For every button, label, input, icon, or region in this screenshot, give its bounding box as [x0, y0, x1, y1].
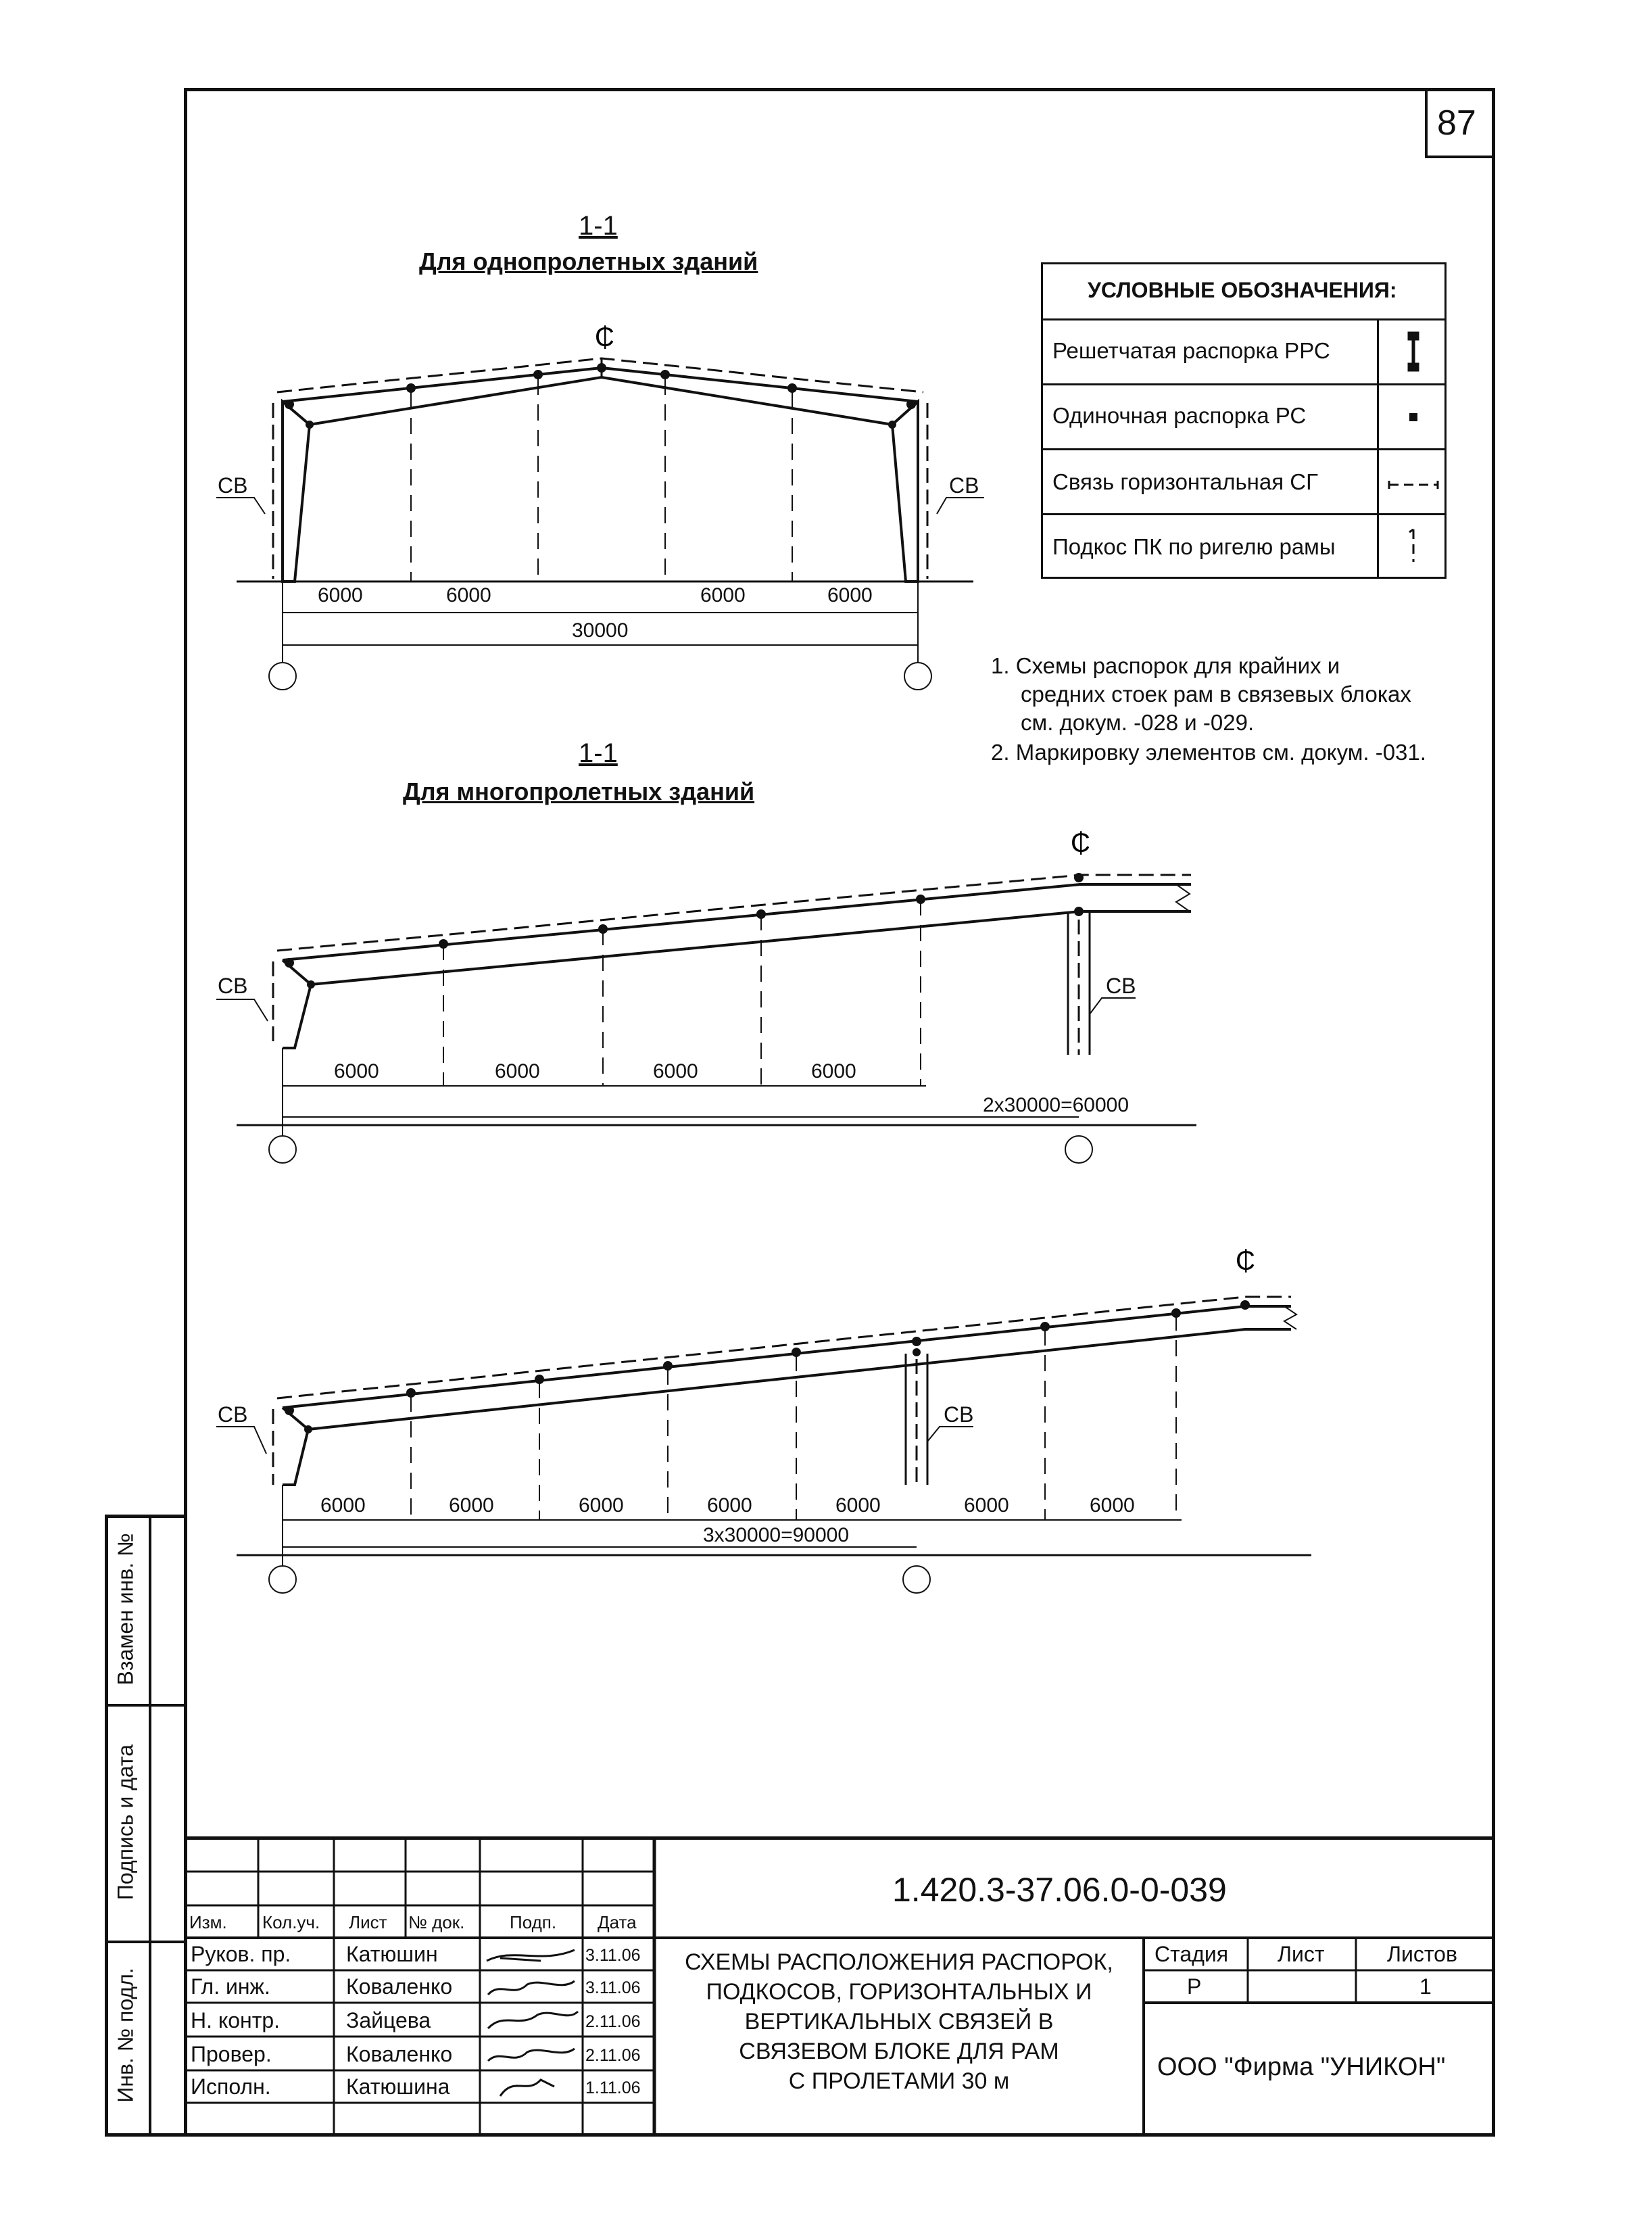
legend-icons — [1043, 264, 1449, 581]
d3-span-1: 6000 — [320, 1494, 366, 1517]
sheet-title-line-5: С ПРОЛЕТАМИ 30 м — [788, 2068, 1010, 2094]
side-stamp-divider-v — [149, 1515, 151, 2137]
tb-role-1: Руков. пр. — [191, 1942, 291, 1966]
d1-sv-right: СВ — [949, 473, 979, 498]
d2-total: 2x30000=60000 — [983, 1094, 1129, 1116]
tb-name-2: Коваленко — [346, 1974, 453, 1999]
sheet-title-line-3: ВЕРТИКАЛЬНЫХ СВЯЗЕЙ В — [744, 2009, 1054, 2035]
d1-span-4: 6000 — [827, 584, 873, 606]
section2-title: Для многопролетных зданий — [403, 778, 755, 805]
d3-sv-right: СВ — [944, 1402, 974, 1427]
stage-value: Р — [1187, 1974, 1202, 1999]
stage-label: Стадия — [1155, 1942, 1229, 1966]
sheet-title-line-1: СХЕМЫ РАСПОЛОЖЕНИЯ РАСПОРОК, — [685, 1949, 1113, 1975]
knee-brace-dash-icon — [1409, 529, 1413, 562]
tb-date-5: 1.11.06 — [585, 2078, 641, 2097]
d3-span-7: 6000 — [1090, 1494, 1135, 1517]
company-name: ООО "Фирма "УНИКОН" — [1157, 2053, 1446, 2081]
sheets-value: 1 — [1419, 1974, 1432, 1999]
note-2: 2. Маркировку элементов см. докум. -031. — [991, 740, 1426, 765]
tb-h-list: Лист — [349, 1912, 387, 1932]
d1-total: 30000 — [572, 619, 629, 642]
side-stamp-divider-h1 — [105, 1704, 187, 1707]
tb-name-5: Катюшина — [346, 2074, 450, 2099]
tb-date-2: 3.11.06 — [585, 1978, 641, 1997]
d1-span-1: 6000 — [318, 584, 363, 606]
sheets-label: Листов — [1387, 1942, 1457, 1966]
tb-date-3: 2.11.06 — [585, 2012, 641, 2031]
section2-mark: 1-1 — [579, 738, 618, 768]
svg-text:₵: ₵ — [1236, 1246, 1255, 1276]
single-strut-dot-icon — [1409, 413, 1417, 421]
d2-sv-right: СВ — [1106, 974, 1136, 998]
tb-h-podp: Подп. — [510, 1912, 557, 1932]
legend-label-single-strut: Одиночная распорка РС — [1052, 403, 1307, 428]
sheet-title — [657, 1947, 1141, 2096]
tb-date-1: 3.11.06 — [585, 1946, 641, 1965]
sheet-number: 87 — [1437, 103, 1476, 143]
d3-sv-left: СВ — [218, 1402, 248, 1427]
tb-role-4: Провер. — [191, 2042, 272, 2066]
note-1-line-3: см. докум. -028 и -029. — [1021, 710, 1255, 735]
d3-span-4: 6000 — [707, 1494, 752, 1517]
tb-h-ndok: № док. — [408, 1912, 465, 1932]
sheet-number-box — [1425, 88, 1495, 158]
section1-title: Для однопролетных зданий — [419, 247, 758, 275]
tb-h-izm: Изм. — [189, 1912, 227, 1932]
tb-name-1: Катюшин — [346, 1942, 438, 1966]
d3-total: 3x30000=90000 — [703, 1524, 850, 1546]
d1-sv-left: СВ — [218, 473, 248, 498]
d2-span-3: 6000 — [653, 1060, 698, 1083]
side-replaced-inv: Взамен инв. № — [113, 1533, 138, 1686]
tb-h-data: Дата — [598, 1912, 637, 1932]
legend-title: УСЛОВНЫЕ ОБОЗНАЧЕНИЯ: — [1088, 278, 1397, 302]
sheet-label: Лист — [1278, 1942, 1325, 1966]
note-1-line-1: 1. Схемы распорок для крайних и — [991, 653, 1340, 678]
section1-mark: 1-1 — [579, 211, 618, 241]
d2-span-2: 6000 — [495, 1060, 540, 1083]
d2-span-4: 6000 — [811, 1060, 856, 1083]
legend-label-horizontal-brace: Связь горизонтальная СГ — [1052, 469, 1319, 494]
d1-span-2: 6000 — [446, 584, 491, 606]
d3-span-6: 6000 — [964, 1494, 1009, 1517]
sheet-title-line-4: СВЯЗЕВОМ БЛОКЕ ДЛЯ РАМ — [739, 2039, 1059, 2064]
side-stamp-divider-h2 — [105, 1941, 187, 1943]
tb-role-3: Н. контр. — [191, 2008, 281, 2032]
lattice-strut-icon — [1408, 332, 1419, 371]
note-1-line-2: средних стоек рам в связевых блоках — [1021, 682, 1411, 707]
d3-span-3: 6000 — [579, 1494, 624, 1517]
svg-text:₵: ₵ — [595, 323, 614, 352]
legend-table — [1041, 262, 1447, 579]
d1-span-3: 6000 — [700, 584, 746, 606]
sheet-title-line-2: ПОДКОСОВ, ГОРИЗОНТАЛЬНЫХ И — [706, 1979, 1092, 2005]
tb-name-3: Зайцева — [346, 2008, 431, 2032]
horizontal-brace-dash-icon — [1389, 481, 1438, 489]
doc-code: 1.420.3-37.06.0-0-039 — [892, 1871, 1227, 1909]
d3-span-2: 6000 — [449, 1494, 494, 1517]
tb-name-4: Коваленко — [346, 2042, 453, 2066]
tb-role-2: Гл. инж. — [191, 1974, 270, 1999]
tb-date-4: 2.11.06 — [585, 2046, 641, 2065]
d3-span-5: 6000 — [835, 1494, 881, 1517]
legend-label-knee-brace: Подкос ПК по ригелю рамы — [1052, 534, 1336, 559]
d2-sv-left: СВ — [218, 974, 248, 998]
tb-h-kol: Кол.уч. — [262, 1912, 320, 1932]
side-inv-orig: Инв. № подл. — [113, 1968, 138, 2103]
d2-span-1: 6000 — [334, 1060, 379, 1083]
side-sign-date: Подпись и дата — [113, 1744, 138, 1901]
legend-label-lattice-strut: Решетчатая распорка РРС — [1052, 338, 1330, 363]
svg-text:₵: ₵ — [1071, 828, 1090, 858]
tb-role-5: Исполн. — [191, 2074, 271, 2099]
